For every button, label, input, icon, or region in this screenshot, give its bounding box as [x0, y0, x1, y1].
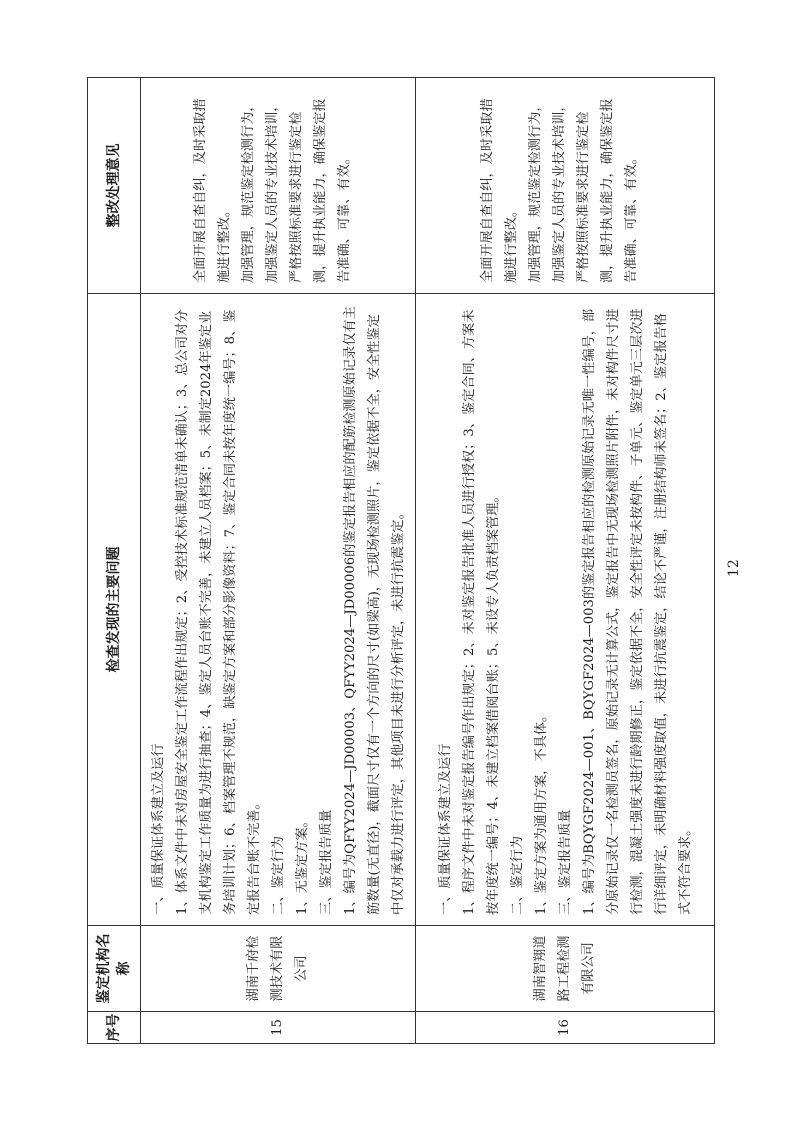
table-header-row — [88, 78, 141, 1044]
problem-line: 二、鉴定行为 — [271, 835, 286, 915]
header-problems: 检查发现的主要问题 — [88, 294, 141, 926]
table-row — [141, 78, 416, 1044]
row-problems — [416, 294, 715, 926]
problem-line: 1、体系文件中未对房屋安全鉴定工作流程作出规定；2、受控技术标准规范清单未确认；3、总公司对分支机构鉴定工作质量为进行抽查；4、鉴定人员台账不完善，未建立人员档案；5、未制定2024年鉴定业务培训计划；6、档案管理不规范，缺鉴定方案和部分影像资料；7、鉴定合同未按年度统一编号；8、鉴定报告台账不完善。 — [175, 309, 262, 915]
problem-line: 1、编号为BQYGF2024—001、BQYGF2024—003的鉴定报告相应的检测原始记录无唯一性编号，部分原始记录仅一名检测员签名，原始记录无计算公式，鉴定报告中无现场检测照片附件，未对构件尺寸进行检测，混凝土强度未进行龄期修正，鉴定依据不全，安全性评定未按构件、子单元、鉴定单元三层次进行详细评定，未明确材料强度取值，未进行抗震鉴定，结论不严谨，注册结构师未签名；2、鉴定报告格式不符合要求。 — [582, 308, 693, 915]
table-row — [416, 78, 715, 1044]
problem-line: 二、鉴定行为 — [510, 835, 525, 915]
opinion-line: 加强管理，规范鉴定检测行为，加强鉴定人员的专业技术培训，严格按照标准要求进行鉴定检测，提升执业能力，确保鉴定报告准确、可靠、有效。 — [528, 98, 639, 283]
problem-line: 1、无鉴定方案。 — [295, 814, 310, 915]
row-no: 16 — [416, 1012, 715, 1044]
problem-line: 三、鉴定报告质量 — [319, 809, 334, 915]
inspection-table — [87, 77, 715, 1044]
problem-line: 1、鉴定方案为通用方案，不具体。 — [534, 708, 549, 915]
row-problems — [141, 294, 416, 926]
row-org: 湖南智翔道路工程检测有限公司 — [416, 926, 715, 1012]
problem-line: 三、鉴定报告质量 — [558, 809, 573, 915]
header-no: 序号 — [88, 1012, 141, 1044]
page-number: 12 — [726, 559, 742, 577]
problem-line: 一、质量保证体系建立及运行 — [438, 743, 453, 915]
problem-line: 一、质量保证体系建立及运行 — [151, 743, 166, 915]
opinion-line: 全面开展自查自纠，及时采取措施进行整改。 — [193, 98, 232, 283]
row-org: 湖南千府检测技术有限公司 — [141, 926, 416, 1012]
problem-line: 1、程序文件中未对鉴定报告编号作出规定；2、未对鉴定报告批准人员进行授权；3、鉴定合同、方案未按年度统一编号；4、未建立档案借阅台账；5、未设专人负责档案管理。 — [462, 309, 501, 915]
row-opinion — [416, 78, 715, 294]
opinion-line: 加强管理，规范鉴定检测行为，加强鉴定人员的专业技术培训，严格按照标准要求进行鉴定检测，提升执业能力，确保鉴定报告准确、可靠、有效。 — [241, 98, 352, 283]
header-opinion: 整改处理意见 — [88, 78, 141, 294]
opinion-line: 全面开展自查自纠，及时采取措施进行整改。 — [480, 98, 519, 283]
row-no: 15 — [141, 1012, 416, 1044]
problem-line: 1、编号为QFYY2024—JD00003、QFYY2024—JD00006的鉴定报告相应的配筋检测原始记录仅有主筋数量(无直径)，截面尺寸仅有一个方向的尺寸(如梁高)，无现场检测照片，鉴定依据不全，安全性鉴定中仅对承载力进行评定，其他项目未进行分析评定，未进行抗震鉴定。 — [343, 306, 406, 915]
header-org: 鉴定机构名称 — [88, 926, 141, 1012]
row-opinion — [141, 78, 416, 294]
